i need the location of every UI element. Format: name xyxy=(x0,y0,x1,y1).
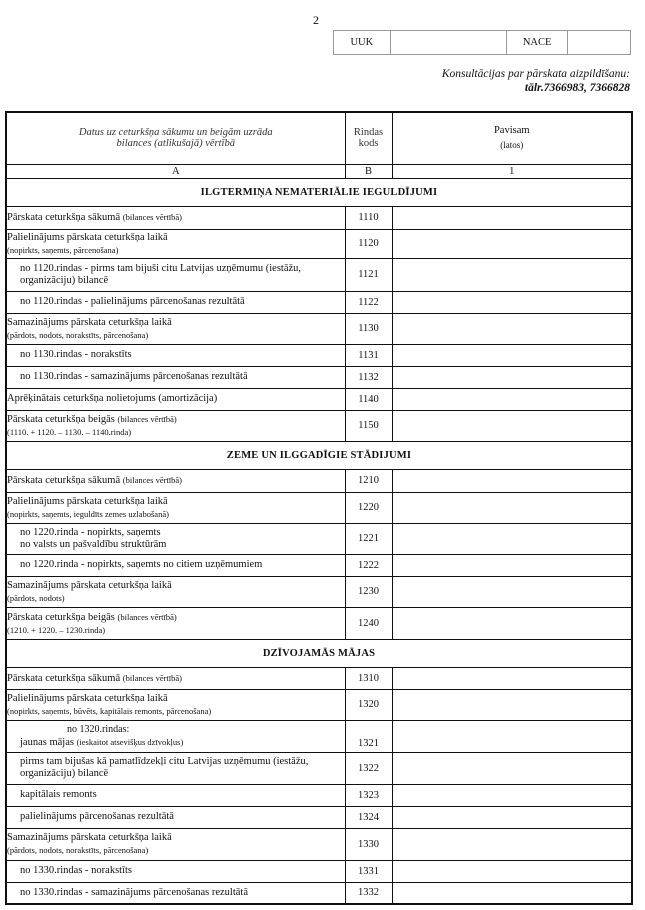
table-row xyxy=(6,667,632,689)
row-code: 1322 xyxy=(345,752,392,784)
row-description-note: (bilances vērtībā) xyxy=(117,611,177,622)
row-code: 1130 xyxy=(345,313,392,344)
table-row xyxy=(6,828,632,860)
row-description-text: kapitālais remonts xyxy=(20,789,97,800)
row-description-note: (bilances vērtībā) xyxy=(117,414,177,424)
row-value-input[interactable] xyxy=(392,554,632,576)
row-description-text: Palielinājums pārskata ceturkšņa laikā xyxy=(7,495,168,507)
row-description xyxy=(6,344,345,366)
row-description-text: Palielinājums pārskata ceturkšņa laikā xyxy=(7,231,168,243)
row-value-input[interactable] xyxy=(392,689,632,720)
row-description-text: Pārskata ceturkšņa beigās xyxy=(7,611,115,623)
table-row xyxy=(6,313,632,344)
section-heading-row xyxy=(6,178,632,206)
row-description-subtext: (nopirkts, saņemts, ieguldīts zemes uzlabošanā) xyxy=(7,508,169,519)
row-value-input[interactable] xyxy=(392,806,632,828)
row-description-note: (ieskaitot atsevišķus dzīvokļus) xyxy=(76,736,184,747)
row-description xyxy=(6,388,345,410)
row-description-subtext: (1110. + 1120. – 1130. – 1140.rinda) xyxy=(7,427,132,437)
header-total xyxy=(392,112,632,164)
table-row xyxy=(6,229,632,258)
row-description xyxy=(6,752,345,784)
table-row xyxy=(6,882,632,904)
uuk-field[interactable] xyxy=(391,31,507,54)
row-description-text: Pārskata ceturkšņa sākumā xyxy=(7,212,121,223)
row-description xyxy=(6,828,345,860)
row-description-subtext: (pārdots, nodots, norakstīts, pārcenošana) xyxy=(7,845,149,855)
row-code: 1323 xyxy=(345,784,392,806)
row-description-text: no 1130.rindas - norakstīts xyxy=(20,349,132,360)
row-code: 1140 xyxy=(345,388,392,410)
row-code: 1240 xyxy=(345,607,392,639)
table-row xyxy=(6,492,632,523)
consultation-text: Konsultācijas par pārskata aizpildīšanu: xyxy=(441,68,630,80)
consultation-phone: tālr.7366983, 7366828 xyxy=(524,82,630,94)
row-value-input[interactable] xyxy=(392,523,632,554)
row-value-input[interactable] xyxy=(392,206,632,229)
row-value-input[interactable] xyxy=(392,882,632,904)
row-description-text: Samazinājums pārskata ceturkšņa laikā xyxy=(7,316,172,328)
row-description-text: no 1220.rinda - nopirkts, saņemts no citiem uzņēmumiem xyxy=(20,559,263,570)
row-description xyxy=(6,667,345,689)
table-row xyxy=(6,752,632,784)
nace-field[interactable] xyxy=(568,31,630,54)
row-description xyxy=(6,492,345,523)
row-description-text: Pārskata ceturkšņa sākumā xyxy=(7,475,121,486)
row-value-input[interactable] xyxy=(392,469,632,492)
row-code: 1210 xyxy=(345,469,392,492)
row-value-input[interactable] xyxy=(392,344,632,366)
row-description-text-line2: no valsts un pašvaldību struktūrām xyxy=(20,538,167,550)
row-code: 1221 xyxy=(345,523,392,554)
row-description xyxy=(6,313,345,344)
table-row xyxy=(6,576,632,607)
row-value-input[interactable] xyxy=(392,667,632,689)
row-value-input[interactable] xyxy=(392,860,632,882)
row-code: 1120 xyxy=(345,229,392,258)
row-value-input[interactable] xyxy=(392,388,632,410)
row-code: 1122 xyxy=(345,291,392,313)
page-number: 2 xyxy=(313,13,319,27)
section-title: ZEME UN ILGGADĪGIE STĀDIJUMI xyxy=(6,441,632,469)
row-code: 1332 xyxy=(345,882,392,904)
row-code: 1132 xyxy=(345,366,392,388)
table-header-row xyxy=(6,112,632,164)
row-value-input[interactable] xyxy=(392,366,632,388)
row-description xyxy=(6,720,345,752)
row-description-subtext: (nopirkts, saņemts, būvēts, kapitālais remonts, pārcenošana) xyxy=(7,705,212,716)
header-total-unit: (latos) xyxy=(500,140,524,151)
row-code: 1321 xyxy=(345,720,392,752)
section-title: ILGTERMIŅA NEMATERIĀLIE IEGULDĪJUMI xyxy=(6,178,632,206)
row-description-text: Pārskata ceturkšņa sākumā xyxy=(7,672,121,684)
row-value-input[interactable] xyxy=(392,492,632,523)
row-description-text: no 1220.rinda - nopirkts, saņemts xyxy=(20,526,161,538)
row-description xyxy=(6,206,345,229)
row-code: 1320 xyxy=(345,689,392,720)
row-code: 1121 xyxy=(345,258,392,291)
row-code: 1324 xyxy=(345,806,392,828)
row-code: 1110 xyxy=(345,206,392,229)
row-description-text: Pārskata ceturkšņa beigās xyxy=(7,414,115,425)
row-description-note: (bilances vērtībā) xyxy=(122,475,182,485)
table-row xyxy=(6,344,632,366)
row-value-input[interactable] xyxy=(392,607,632,639)
row-value-input[interactable] xyxy=(392,258,632,291)
row-value-input[interactable] xyxy=(392,752,632,784)
table-row xyxy=(6,554,632,576)
row-description xyxy=(6,258,345,291)
row-description xyxy=(6,882,345,904)
row-code: 1222 xyxy=(345,554,392,576)
row-description xyxy=(6,784,345,806)
row-description-text: no 1330.rindas - samazinājums pārcenošanas rezultātā xyxy=(20,886,249,898)
row-code: 1150 xyxy=(345,410,392,441)
row-value-input[interactable] xyxy=(392,720,632,752)
header-description: Datus uz ceturkšņa sākumu un beigām uzrāda bilances (atlikušajā) vērtībā xyxy=(6,112,345,164)
row-description xyxy=(6,806,345,828)
row-description-subtext: (nopirkts, saņemts, pārcenošana) xyxy=(7,244,119,255)
row-value-input[interactable] xyxy=(392,784,632,806)
row-description-text: Samazinājums pārskata ceturkšņa laikā xyxy=(7,832,172,843)
table-row xyxy=(6,206,632,229)
section-heading-row xyxy=(6,441,632,469)
row-description-text: pirms tam bijušas kā pamatlīdzekļi citu Latvijas uzņēmumu (iestāžu, organizāciju) bilancē xyxy=(20,756,309,779)
header-row-code: Rindas kods xyxy=(345,112,392,164)
row-description xyxy=(6,229,345,258)
row-description xyxy=(6,523,345,554)
row-code: 1220 xyxy=(345,492,392,523)
column-letters-row xyxy=(6,164,632,178)
row-description-text: palielinājums pārcenošanas rezultātā xyxy=(20,811,174,822)
table-row xyxy=(6,720,632,752)
table-row xyxy=(6,410,632,441)
table-row xyxy=(6,523,632,554)
table-row xyxy=(6,291,632,313)
row-description-subtext: (1210. + 1220. – 1230.rinda) xyxy=(7,624,106,635)
row-description xyxy=(6,554,345,576)
row-code: 1310 xyxy=(345,667,392,689)
table-row xyxy=(6,258,632,291)
row-description-text: no 1330.rindas - norakstīts xyxy=(20,865,132,876)
row-description-text: no 1120.rindas - pirms tam bijuši citu Latvijas uzņēmumu (iestāžu, organizāciju) bilancē xyxy=(20,262,302,286)
row-description-text: no 1120.rindas - palielinājums pārcenošanas rezultātā xyxy=(20,296,245,307)
section-title: DZĪVOJAMĀS MĀJAS xyxy=(6,639,632,667)
row-description-text: jaunas mājas xyxy=(20,736,74,748)
row-description xyxy=(6,860,345,882)
row-value-input[interactable] xyxy=(392,576,632,607)
row-description xyxy=(6,689,345,720)
balance-form-table xyxy=(5,111,633,905)
row-code: 1230 xyxy=(345,576,392,607)
row-description-text: no 1130.rindas - samazinājums pārcenošanas rezultātā xyxy=(20,371,248,382)
table-row xyxy=(6,469,632,492)
table-row xyxy=(6,860,632,882)
table-row xyxy=(6,806,632,828)
classification-codes-box xyxy=(333,30,631,55)
row-code: 1131 xyxy=(345,344,392,366)
row-value-input[interactable] xyxy=(392,229,632,258)
row-description xyxy=(6,607,345,639)
row-description-subtext: (pārdots, nodots, norakstīts, pārcenošana) xyxy=(7,329,149,340)
table-row xyxy=(6,366,632,388)
row-description-text: Samazinājums pārskata ceturkšņa laikā xyxy=(7,579,172,591)
row-description-note: (bilances vērtībā) xyxy=(122,672,182,683)
row-code: 1331 xyxy=(345,860,392,882)
header-total-label: Pavisam xyxy=(493,125,530,137)
uuk-label: UUK xyxy=(334,31,391,54)
row-value-input[interactable] xyxy=(392,313,632,344)
row-description-note: (bilances vērtībā) xyxy=(122,212,182,222)
consultation-note xyxy=(442,67,630,95)
table-row xyxy=(6,784,632,806)
column-letter-a: A xyxy=(6,164,345,178)
row-description-subtext: (pārdots, nodots) xyxy=(7,592,65,603)
row-code: 1330 xyxy=(345,828,392,860)
row-value-input[interactable] xyxy=(392,291,632,313)
row-description xyxy=(6,410,345,441)
table-row xyxy=(6,607,632,639)
row-description xyxy=(6,469,345,492)
section-heading-row xyxy=(6,639,632,667)
row-description xyxy=(6,291,345,313)
row-description xyxy=(6,576,345,607)
row-value-input[interactable] xyxy=(392,410,632,441)
row-description-text: Aprēķinātais ceturkšņa nolietojums (amortizācija) xyxy=(7,393,218,404)
row-value-input[interactable] xyxy=(392,828,632,860)
nace-label: NACE xyxy=(507,31,569,54)
row-description xyxy=(6,366,345,388)
column-letter-1: 1 xyxy=(392,164,632,178)
column-letter-b: B xyxy=(345,164,392,178)
row-description-text: Palielinājums pārskata ceturkšņa laikā xyxy=(7,692,168,704)
row-description-prefix: no 1320.rindas: xyxy=(67,723,130,735)
table-row xyxy=(6,388,632,410)
table-row xyxy=(6,689,632,720)
